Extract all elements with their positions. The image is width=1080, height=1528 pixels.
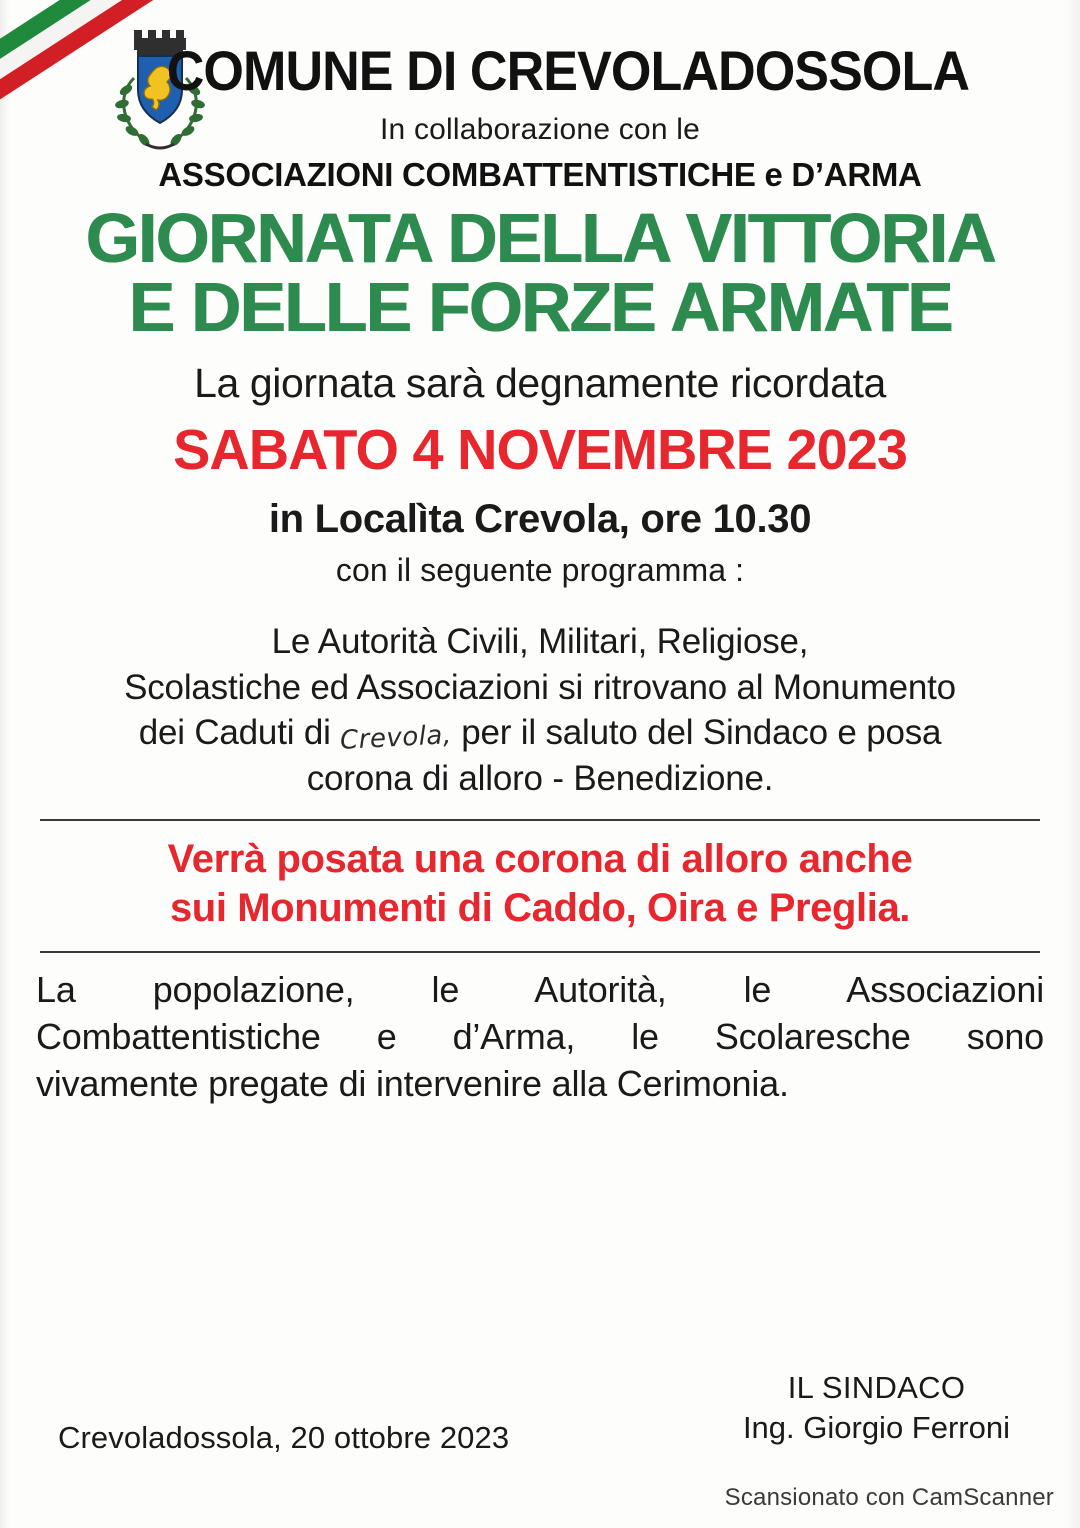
location-and-time: in Localìta Crevola, ore 10.30 — [268, 497, 812, 542]
associations-line: ASSOCIAZIONI COMBATTENTISTICHE e D’ARMA — [158, 155, 922, 193]
page-title: COMUNE DI CREVOLADOSSOLA — [166, 39, 970, 102]
notice-line-1: Verrà posata una corona di alloro anche — [167, 837, 913, 882]
place-and-date: Crevoladossola, 20 ottobre 2023 — [58, 1420, 510, 1455]
divider-bottom — [40, 951, 1040, 953]
closing-line-3: vivamente pregate di intervenire alla Cerimonia. — [36, 1062, 789, 1104]
notice-block — [34, 835, 1046, 933]
event-date: SABATO 4 NOVEMBRE 2023 — [173, 418, 907, 483]
programme-line-4: corona di alloro - Benedizione. — [306, 758, 774, 798]
programme-line-3 — [34, 710, 1046, 756]
programme-line-3-part-b: per il saluto del Sindaco e posa — [461, 713, 942, 753]
event-headline — [39, 198, 1041, 347]
signature-name: Ing. Giorgio Ferroni — [742, 1409, 1010, 1445]
collaboration-line: In collaborazione con le — [379, 112, 700, 146]
subheading: La giornata sarà degnamente ricordata — [194, 360, 886, 407]
programme-line-1: Le Autorità Civili, Militari, Religiose, — [271, 622, 809, 662]
divider-top — [40, 819, 1040, 821]
handwritten-annotation: Crevola, — [339, 720, 453, 757]
programme-line-3-part-a: dei Caduti di — [138, 713, 331, 753]
programme-line-2: Scolastiche ed Associazioni si ritrovano al Monumento — [124, 667, 956, 707]
programme-intro: con il seguente programma : — [335, 552, 745, 589]
closing-block — [34, 967, 1046, 1107]
programme-body — [34, 619, 1046, 801]
signature-role: IL SINDACO — [787, 1370, 966, 1405]
signature-block — [743, 1368, 1010, 1447]
event-headline-line2: E DELLE FORZE ARMATE — [128, 268, 952, 347]
closing-line-1: La popolazione, le Autorità, le Associazioni — [36, 968, 1044, 1010]
notice-line-2: sui Monumenti di Caddo, Oira e Preglia. — [169, 886, 911, 931]
closing-line-2: Combattentistiche e d’Arma, le Scolaresche sono — [36, 1015, 1044, 1057]
camscanner-watermark: Scansionato con CamScanner — [724, 1484, 1054, 1511]
event-headline-line1: GIORNATA DELLA VITTORIA — [85, 198, 995, 277]
